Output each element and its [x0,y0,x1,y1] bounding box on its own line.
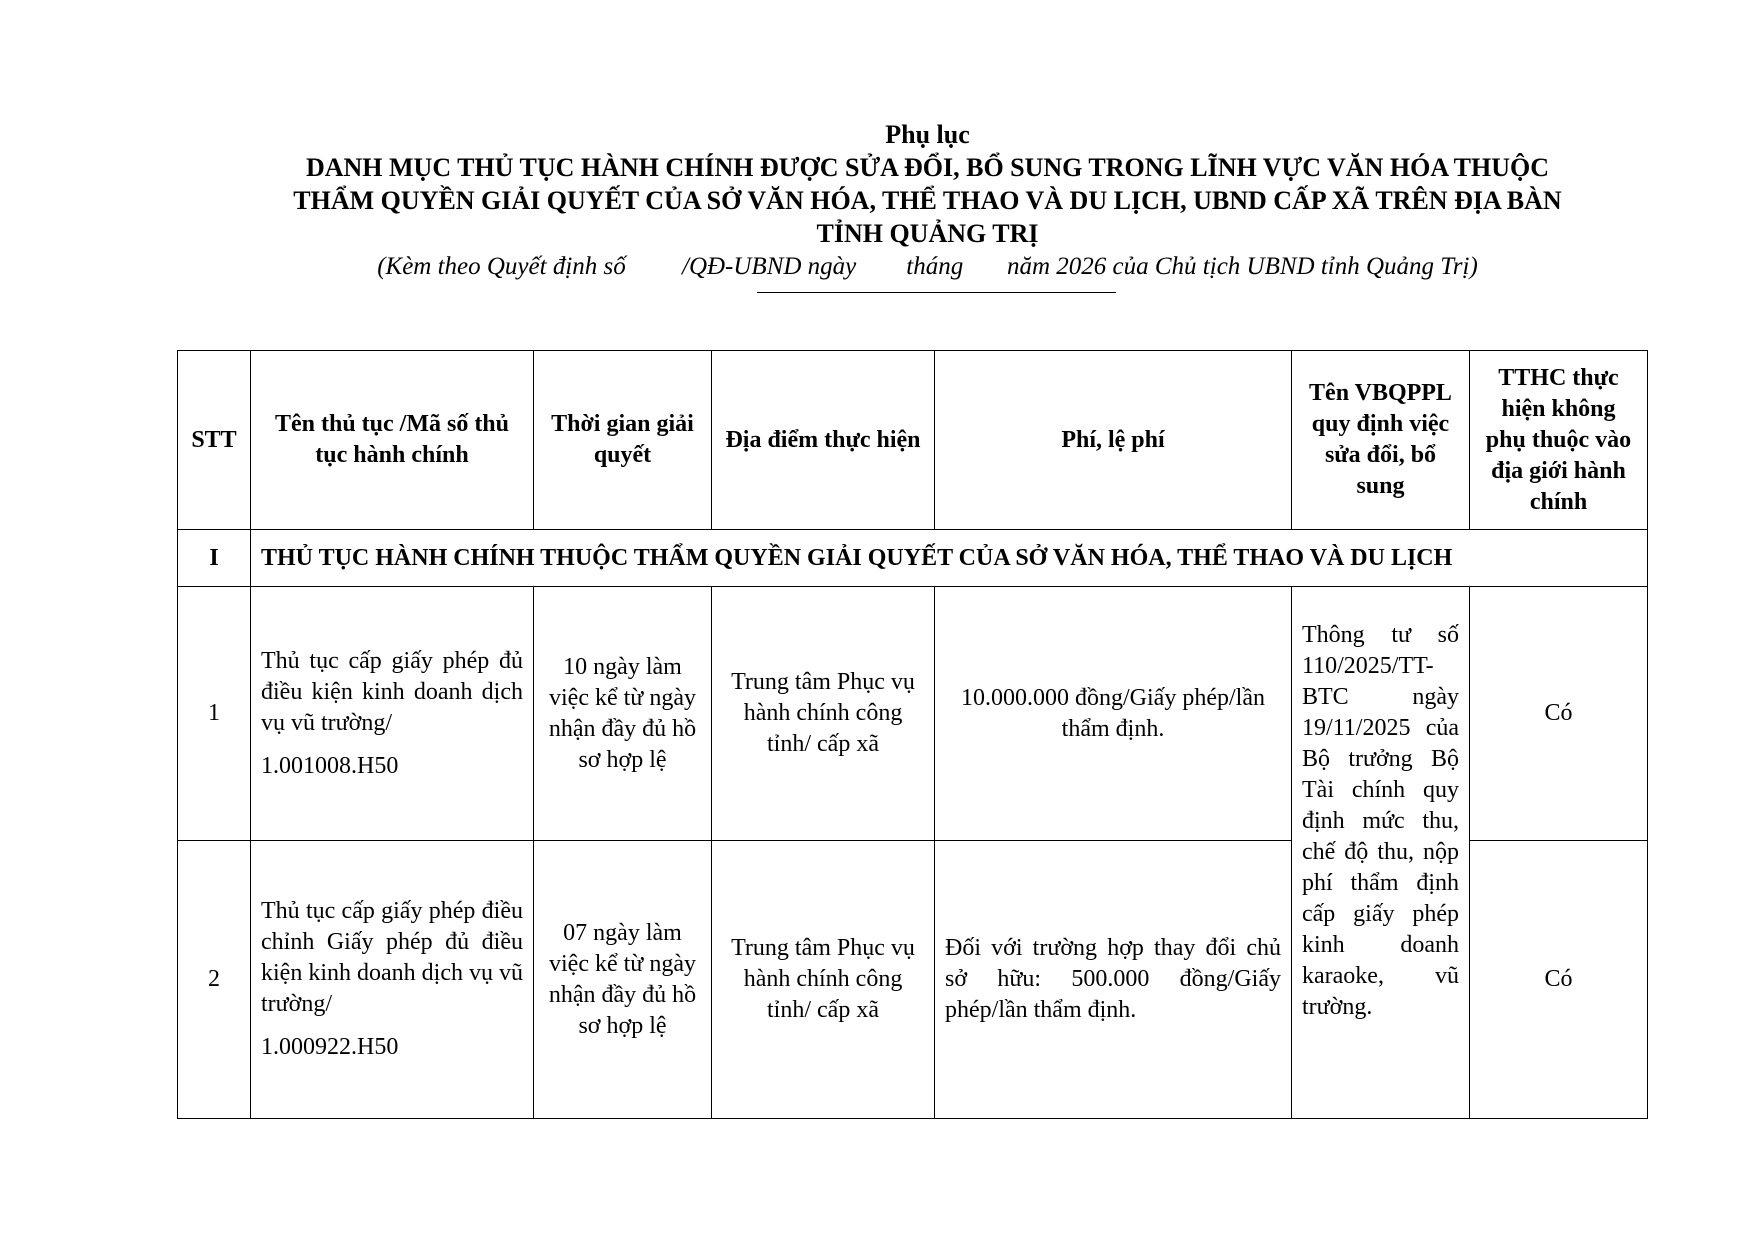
procedures-table [177,350,1648,1119]
heading-line-2: THẨM QUYỀN GIẢI QUYẾT CỦA SỞ VĂN HÓA, THỂ THAO VÀ DU LỊCH, UBND CẤP XÃ TRÊN ĐỊA BÀN [293,186,1562,215]
col-header-time: Thời gian giải quyết [534,351,712,530]
procedure-code: 1.001008.H50 [261,752,399,779]
section-title: THỦ TỤC HÀNH CHÍNH THUỘC THẨM QUYỀN GIẢI QUYẾT CỦA SỞ VĂN HÓA, THỂ THAO VÀ DU LỊCH [251,530,1648,587]
row-stt: 1 [178,587,251,841]
location: Trung tâm Phục vụ hành chính công tỉnh/ cấp xã [712,841,935,1119]
col-header-stt: STT [178,351,251,530]
decision-subtitle: (Kèm theo Quyết định số /QĐ-UBND ngày tháng năm 2026 của Chủ tịch UBND tỉnh Quảng Trị) [377,253,1478,280]
procedure-name: Thủ tục cấp giấy phép đủ điều kiện kinh doanh dịch vụ vũ trường/ [261,647,523,736]
col-header-independent: TTHC thực hiện không phụ thuộc vào địa giới hành chính [1470,351,1648,530]
col-header-name: Tên thủ tục /Mã số thủ tục hành chính [251,351,534,530]
fee: Đối với trường hợp thay đổi chủ sở hữu: 500.000 đồng/Giấy phép/lần thẩm định. [935,841,1292,1119]
underline-rule [757,292,1116,293]
independent-flag: Có [1470,587,1648,841]
procedure-name: Thủ tục cấp giấy phép điều chỉnh Giấy phép đủ điều kiện kinh doanh dịch vụ vũ trường/ [261,898,523,1017]
section-row [178,530,1648,587]
col-header-fee: Phí, lệ phí [935,351,1292,530]
section-number: I [178,530,251,587]
procedure-name-cell [251,587,534,841]
col-header-legal: Tên VBQPPL quy định việc sửa đổi, bổ sung [1292,351,1470,530]
processing-time: 07 ngày làm việc kể từ ngày nhận đầy đủ hồ sơ hợp lệ [534,841,712,1119]
col-header-place: Địa điểm thực hiện [712,351,935,530]
document-header [180,118,1675,284]
fee: 10.000.000 đồng/Giấy phép/lần thẩm định. [935,587,1292,841]
appendix-title: Phụ lục [885,120,970,149]
location: Trung tâm Phục vụ hành chính công tỉnh/ cấp xã [712,587,935,841]
heading-line-1: DANH MỤC THỦ TỤC HÀNH CHÍNH ĐƯỢC SỬA ĐỔI, BỔ SUNG TRONG LĨNH VỰC VĂN HÓA THUỘC [305,153,1550,182]
procedure-name-cell [251,841,534,1119]
heading-line-3: TỈNH QUẢNG TRỊ [816,219,1039,248]
table-header-row [178,351,1648,530]
independent-flag: Có [1470,841,1648,1119]
table-row [178,587,1648,841]
processing-time: 10 ngày làm việc kể từ ngày nhận đầy đủ hồ sơ hợp lệ [534,587,712,841]
row-stt: 2 [178,841,251,1119]
procedure-code: 1.000922.H50 [261,1034,399,1060]
legal-basis: Thông tư số 110/2025/TT-BTC ngày 19/11/2025 của Bộ trưởng Bộ Tài chính quy định mức thu, chế độ thu, nộp phí thẩm định cấp giấy phép kinh doanh karaoke, vũ trường. [1292,587,1470,1119]
